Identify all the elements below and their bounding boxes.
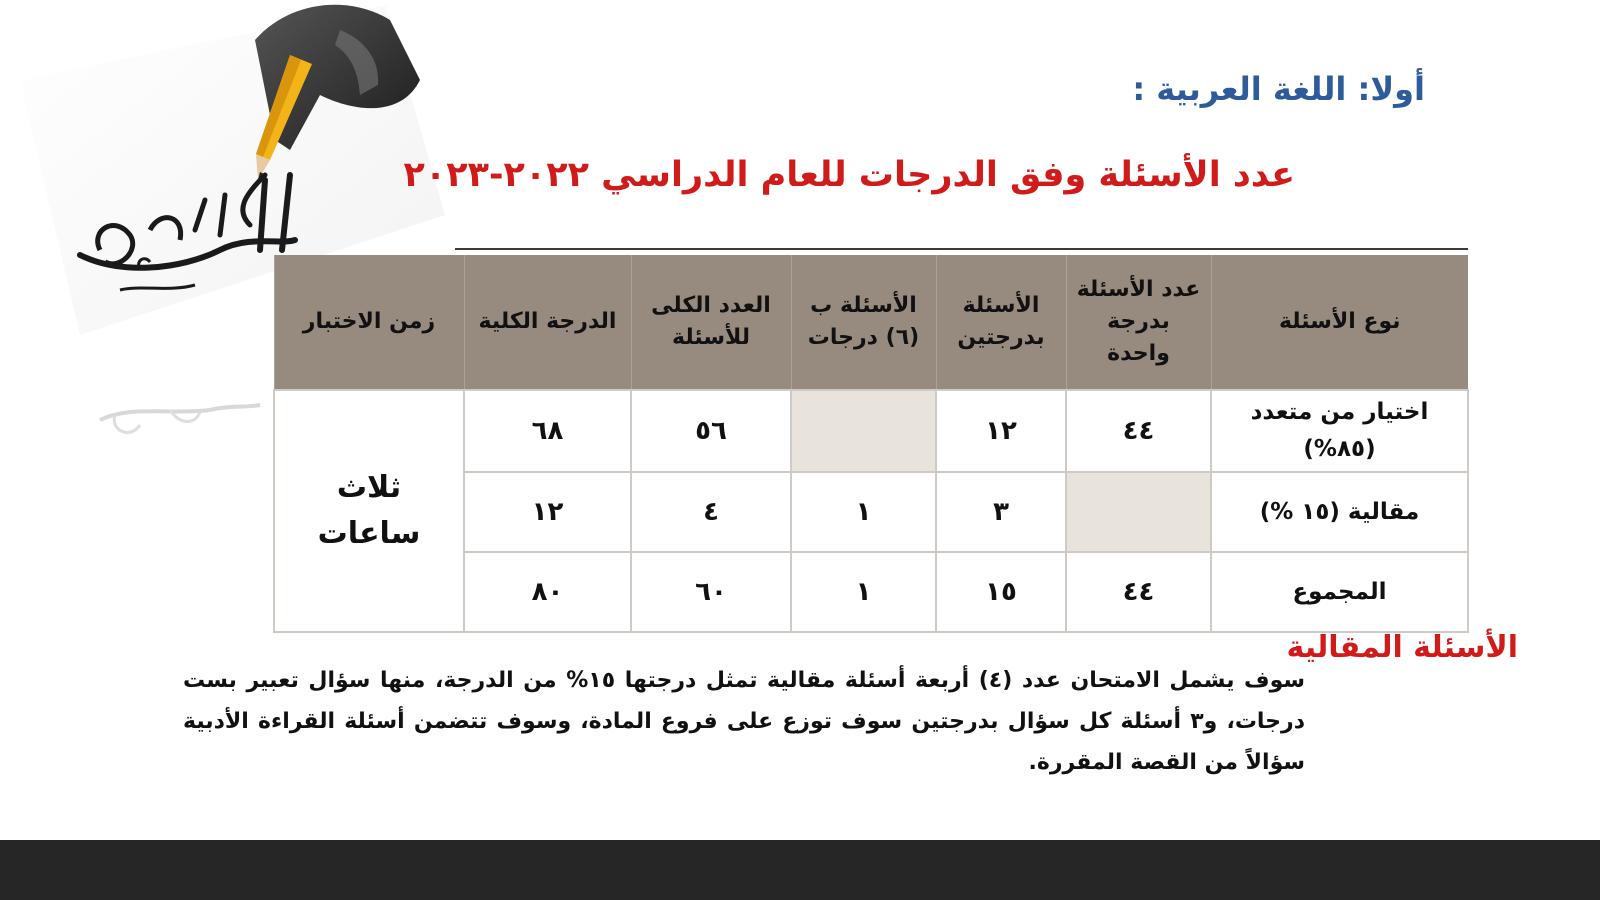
cell-one-mark: ٤٤ [1066, 390, 1211, 472]
header-total-count: العدد الكلى للأسئلة [631, 255, 791, 390]
cell-six-marks-empty [791, 390, 936, 472]
row-label-essay: مقالية (١٥ %) [1211, 472, 1468, 552]
main-title: عدد الأسئلة وفق الدرجات للعام الدراسي ٢٠٢٢-٢٠٢٣ [403, 155, 1295, 195]
cell-total-score: ٦٨ [464, 390, 631, 472]
cell-two-marks: ١٢ [936, 390, 1066, 472]
cell-six-marks: ١ [791, 472, 936, 552]
title-divider [455, 248, 1468, 250]
section-title: أولا: اللغة العربية : [1132, 70, 1425, 108]
cell-total-score: ٨٠ [464, 552, 631, 632]
cell-exam-time: ثلاث ساعات [274, 390, 464, 632]
cell-one-mark-empty [1066, 472, 1211, 552]
cell-total-count: ٦٠ [631, 552, 791, 632]
essay-questions-title: الأسئلة المقالية [1286, 630, 1518, 665]
header-exam-time: زمن الاختبار [274, 255, 464, 390]
table-header-row [274, 255, 1468, 390]
cell-two-marks: ١٥ [936, 552, 1066, 632]
cell-total-count: ٥٦ [631, 390, 791, 472]
cell-total-score: ١٢ [464, 472, 631, 552]
header-question-type: نوع الأسئلة [1211, 255, 1468, 390]
header-one-mark: عدد الأسئلة بدرجة واحدة [1066, 255, 1211, 390]
cell-one-mark: ٤٤ [1066, 552, 1211, 632]
table-row [274, 390, 1468, 472]
row-label-total: المجموع [1211, 552, 1468, 632]
cell-six-marks: ١ [791, 552, 936, 632]
exam-distribution-table [273, 255, 1469, 633]
cell-two-marks: ٣ [936, 472, 1066, 552]
cell-total-count: ٤ [631, 472, 791, 552]
bottom-bar [0, 840, 1600, 900]
row-label-multiple-choice: اختيار من متعدد (٨٥%) [1211, 390, 1468, 472]
header-six-marks: الأسئلة ب (٦) درجات [791, 255, 936, 390]
header-total-score: الدرجة الكلية [464, 255, 631, 390]
header-two-marks: الأسئلة بدرجتين [936, 255, 1066, 390]
essay-questions-description: سوف يشمل الامتحان عدد (٤) أربعة أسئلة مقالية تمثل درجتها ١٥% من الدرجة، منها سؤال تعبير بست درجات، و٣ أسئلة كل سؤال بدرجتين سوف توزع على فروع المادة، وسوف تتضمن أسئلة القراءة الأدبية سؤالاً من القصة المقررة. [183, 668, 1306, 775]
